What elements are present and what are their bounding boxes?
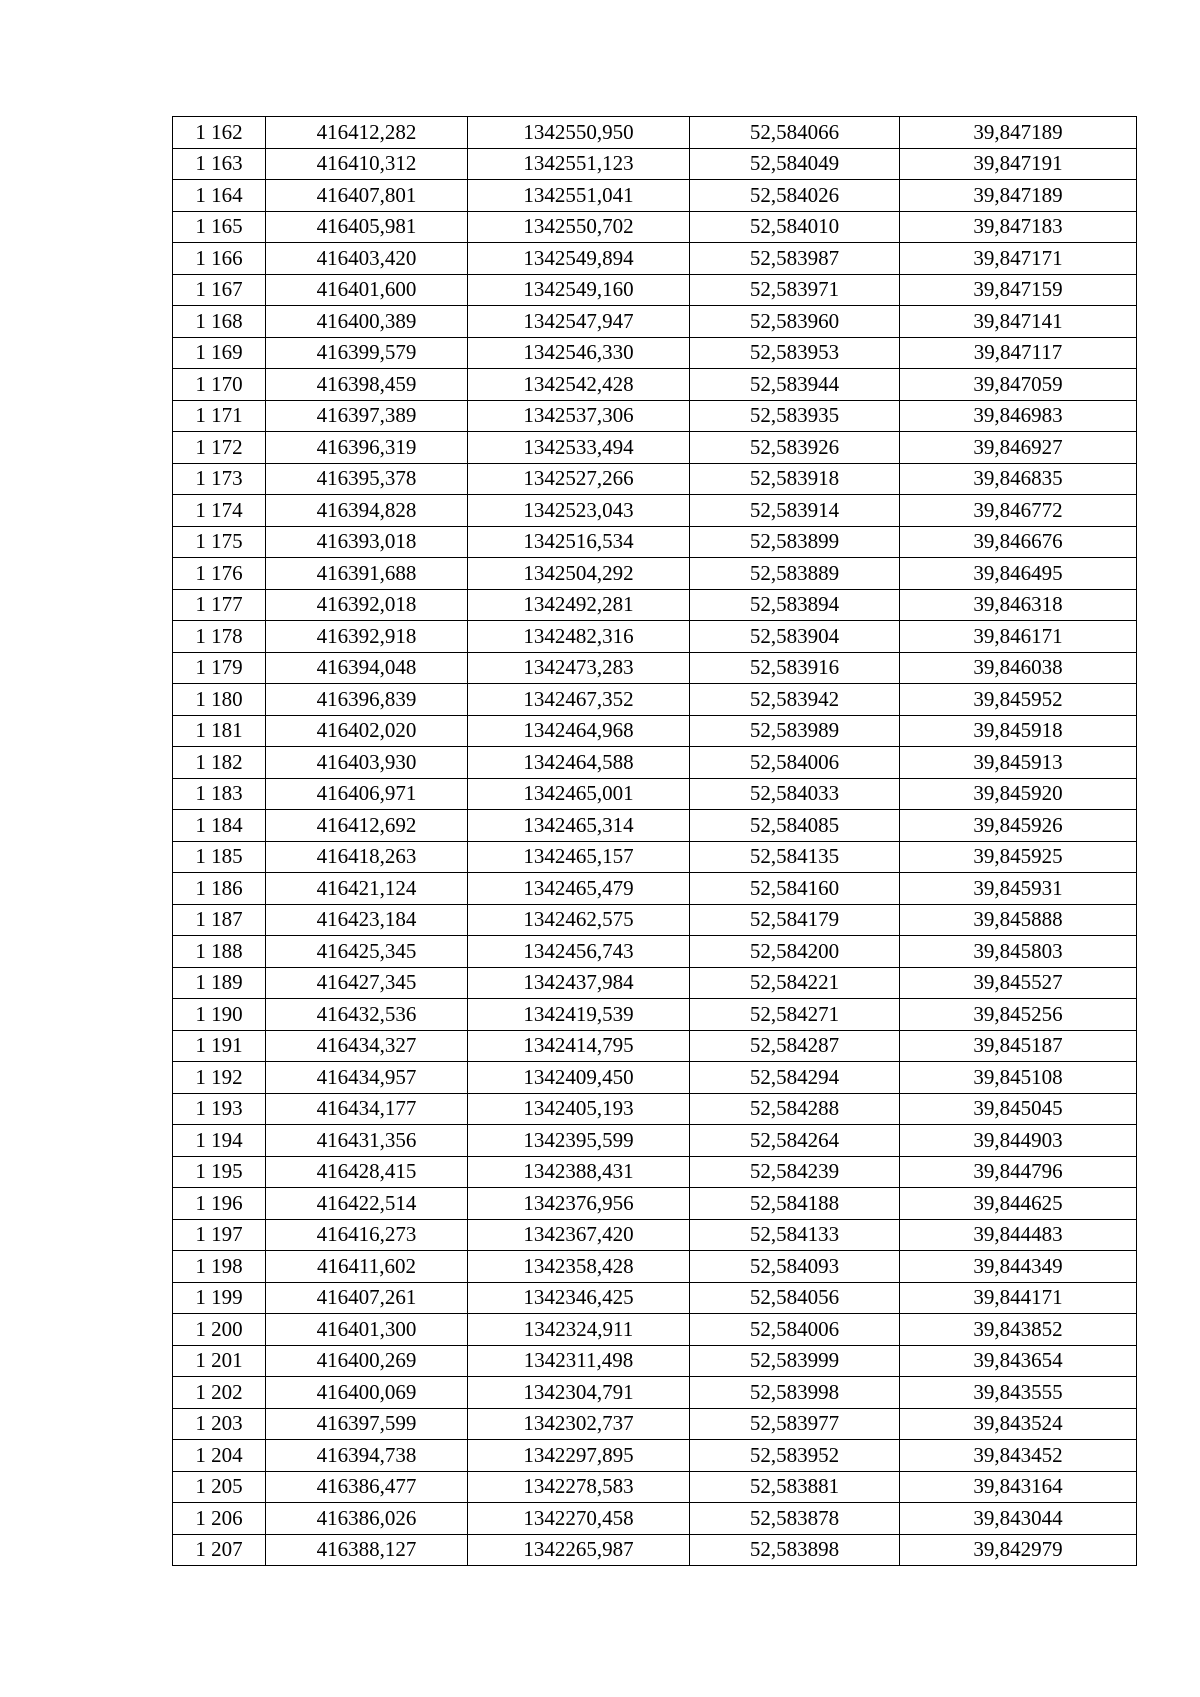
x-coordinate-cell: 416392,018 xyxy=(266,589,468,621)
latitude-cell: 52,584239 xyxy=(690,1156,900,1188)
y-coordinate-cell: 1342467,352 xyxy=(468,684,690,716)
coordinates-table-body xyxy=(173,117,1137,1566)
x-coordinate-cell: 416434,327 xyxy=(266,1030,468,1062)
latitude-cell: 52,583935 xyxy=(690,400,900,432)
y-coordinate-cell: 1342465,479 xyxy=(468,873,690,905)
point-number-cell: 1 165 xyxy=(173,211,266,243)
table-row xyxy=(173,243,1137,275)
x-coordinate-cell: 416428,415 xyxy=(266,1156,468,1188)
latitude-cell: 52,583977 xyxy=(690,1408,900,1440)
y-coordinate-cell: 1342492,281 xyxy=(468,589,690,621)
longitude-cell: 39,842979 xyxy=(900,1534,1137,1566)
y-coordinate-cell: 1342302,737 xyxy=(468,1408,690,1440)
table-row xyxy=(173,1219,1137,1251)
longitude-cell: 39,844483 xyxy=(900,1219,1137,1251)
latitude-cell: 52,583878 xyxy=(690,1503,900,1535)
longitude-cell: 39,844903 xyxy=(900,1125,1137,1157)
latitude-cell: 52,583999 xyxy=(690,1345,900,1377)
longitude-cell: 39,845925 xyxy=(900,841,1137,873)
table-row xyxy=(173,1534,1137,1566)
x-coordinate-cell: 416392,918 xyxy=(266,621,468,653)
longitude-cell: 39,845920 xyxy=(900,778,1137,810)
longitude-cell: 39,844625 xyxy=(900,1188,1137,1220)
point-number-cell: 1 184 xyxy=(173,810,266,842)
point-number-cell: 1 162 xyxy=(173,117,266,149)
latitude-cell: 52,583952 xyxy=(690,1440,900,1472)
longitude-cell: 39,847117 xyxy=(900,337,1137,369)
table-row xyxy=(173,1314,1137,1346)
latitude-cell: 52,583894 xyxy=(690,589,900,621)
y-coordinate-cell: 1342533,494 xyxy=(468,432,690,464)
x-coordinate-cell: 416406,971 xyxy=(266,778,468,810)
y-coordinate-cell: 1342324,911 xyxy=(468,1314,690,1346)
y-coordinate-cell: 1342464,968 xyxy=(468,715,690,747)
longitude-cell: 39,846038 xyxy=(900,652,1137,684)
point-number-cell: 1 171 xyxy=(173,400,266,432)
point-number-cell: 1 175 xyxy=(173,526,266,558)
latitude-cell: 52,583918 xyxy=(690,463,900,495)
point-number-cell: 1 187 xyxy=(173,904,266,936)
table-row xyxy=(173,337,1137,369)
table-row xyxy=(173,778,1137,810)
y-coordinate-cell: 1342388,431 xyxy=(468,1156,690,1188)
x-coordinate-cell: 416410,312 xyxy=(266,148,468,180)
x-coordinate-cell: 416388,127 xyxy=(266,1534,468,1566)
table-row xyxy=(173,274,1137,306)
latitude-cell: 52,584221 xyxy=(690,967,900,999)
x-coordinate-cell: 416411,602 xyxy=(266,1251,468,1283)
latitude-cell: 52,584288 xyxy=(690,1093,900,1125)
point-number-cell: 1 203 xyxy=(173,1408,266,1440)
latitude-cell: 52,584135 xyxy=(690,841,900,873)
point-number-cell: 1 207 xyxy=(173,1534,266,1566)
longitude-cell: 39,847159 xyxy=(900,274,1137,306)
longitude-cell: 39,845913 xyxy=(900,747,1137,779)
table-row xyxy=(173,747,1137,779)
table-row xyxy=(173,463,1137,495)
point-number-cell: 1 186 xyxy=(173,873,266,905)
y-coordinate-cell: 1342542,428 xyxy=(468,369,690,401)
table-row xyxy=(173,1377,1137,1409)
latitude-cell: 52,584271 xyxy=(690,999,900,1031)
y-coordinate-cell: 1342405,193 xyxy=(468,1093,690,1125)
point-number-cell: 1 167 xyxy=(173,274,266,306)
latitude-cell: 52,584160 xyxy=(690,873,900,905)
table-row xyxy=(173,432,1137,464)
y-coordinate-cell: 1342419,539 xyxy=(468,999,690,1031)
latitude-cell: 52,584056 xyxy=(690,1282,900,1314)
x-coordinate-cell: 416421,124 xyxy=(266,873,468,905)
table-row xyxy=(173,1251,1137,1283)
point-number-cell: 1 183 xyxy=(173,778,266,810)
latitude-cell: 52,584006 xyxy=(690,747,900,779)
point-number-cell: 1 172 xyxy=(173,432,266,464)
longitude-cell: 39,845888 xyxy=(900,904,1137,936)
latitude-cell: 52,583889 xyxy=(690,558,900,590)
point-number-cell: 1 200 xyxy=(173,1314,266,1346)
y-coordinate-cell: 1342437,984 xyxy=(468,967,690,999)
point-number-cell: 1 196 xyxy=(173,1188,266,1220)
table-row xyxy=(173,117,1137,149)
point-number-cell: 1 205 xyxy=(173,1471,266,1503)
y-coordinate-cell: 1342265,987 xyxy=(468,1534,690,1566)
point-number-cell: 1 170 xyxy=(173,369,266,401)
y-coordinate-cell: 1342465,001 xyxy=(468,778,690,810)
longitude-cell: 39,845256 xyxy=(900,999,1137,1031)
x-coordinate-cell: 416427,345 xyxy=(266,967,468,999)
latitude-cell: 52,584093 xyxy=(690,1251,900,1283)
table-row xyxy=(173,1503,1137,1535)
x-coordinate-cell: 416432,536 xyxy=(266,999,468,1031)
table-row xyxy=(173,967,1137,999)
table-row xyxy=(173,1093,1137,1125)
x-coordinate-cell: 416401,300 xyxy=(266,1314,468,1346)
y-coordinate-cell: 1342465,157 xyxy=(468,841,690,873)
longitude-cell: 39,843524 xyxy=(900,1408,1137,1440)
point-number-cell: 1 190 xyxy=(173,999,266,1031)
point-number-cell: 1 166 xyxy=(173,243,266,275)
x-coordinate-cell: 416398,459 xyxy=(266,369,468,401)
x-coordinate-cell: 416400,389 xyxy=(266,306,468,338)
latitude-cell: 52,583914 xyxy=(690,495,900,527)
table-row xyxy=(173,1408,1137,1440)
point-number-cell: 1 194 xyxy=(173,1125,266,1157)
table-row xyxy=(173,904,1137,936)
table-row xyxy=(173,810,1137,842)
longitude-cell: 39,845108 xyxy=(900,1062,1137,1094)
table-row xyxy=(173,526,1137,558)
latitude-cell: 52,583960 xyxy=(690,306,900,338)
point-number-cell: 1 181 xyxy=(173,715,266,747)
latitude-cell: 52,584287 xyxy=(690,1030,900,1062)
point-number-cell: 1 180 xyxy=(173,684,266,716)
point-number-cell: 1 191 xyxy=(173,1030,266,1062)
point-number-cell: 1 188 xyxy=(173,936,266,968)
longitude-cell: 39,846495 xyxy=(900,558,1137,590)
point-number-cell: 1 202 xyxy=(173,1377,266,1409)
y-coordinate-cell: 1342482,316 xyxy=(468,621,690,653)
latitude-cell: 52,584049 xyxy=(690,148,900,180)
table-row xyxy=(173,841,1137,873)
table-row xyxy=(173,936,1137,968)
table-row xyxy=(173,1125,1137,1157)
y-coordinate-cell: 1342550,702 xyxy=(468,211,690,243)
latitude-cell: 52,583944 xyxy=(690,369,900,401)
table-row xyxy=(173,621,1137,653)
latitude-cell: 52,583926 xyxy=(690,432,900,464)
x-coordinate-cell: 416401,600 xyxy=(266,274,468,306)
x-coordinate-cell: 416386,026 xyxy=(266,1503,468,1535)
longitude-cell: 39,846772 xyxy=(900,495,1137,527)
point-number-cell: 1 176 xyxy=(173,558,266,590)
x-coordinate-cell: 416423,184 xyxy=(266,904,468,936)
latitude-cell: 52,584006 xyxy=(690,1314,900,1346)
longitude-cell: 39,843164 xyxy=(900,1471,1137,1503)
x-coordinate-cell: 416434,957 xyxy=(266,1062,468,1094)
x-coordinate-cell: 416395,378 xyxy=(266,463,468,495)
table-row xyxy=(173,306,1137,338)
point-number-cell: 1 177 xyxy=(173,589,266,621)
longitude-cell: 39,846983 xyxy=(900,400,1137,432)
x-coordinate-cell: 416386,477 xyxy=(266,1471,468,1503)
longitude-cell: 39,847189 xyxy=(900,180,1137,212)
latitude-cell: 52,583998 xyxy=(690,1377,900,1409)
table-row xyxy=(173,652,1137,684)
point-number-cell: 1 179 xyxy=(173,652,266,684)
x-coordinate-cell: 416391,688 xyxy=(266,558,468,590)
y-coordinate-cell: 1342270,458 xyxy=(468,1503,690,1535)
longitude-cell: 39,843044 xyxy=(900,1503,1137,1535)
longitude-cell: 39,843852 xyxy=(900,1314,1137,1346)
point-number-cell: 1 169 xyxy=(173,337,266,369)
latitude-cell: 52,584133 xyxy=(690,1219,900,1251)
longitude-cell: 39,846676 xyxy=(900,526,1137,558)
y-coordinate-cell: 1342547,947 xyxy=(468,306,690,338)
x-coordinate-cell: 416425,345 xyxy=(266,936,468,968)
latitude-cell: 52,583899 xyxy=(690,526,900,558)
latitude-cell: 52,584294 xyxy=(690,1062,900,1094)
x-coordinate-cell: 416412,282 xyxy=(266,117,468,149)
longitude-cell: 39,845803 xyxy=(900,936,1137,968)
y-coordinate-cell: 1342516,534 xyxy=(468,526,690,558)
latitude-cell: 52,584200 xyxy=(690,936,900,968)
y-coordinate-cell: 1342376,956 xyxy=(468,1188,690,1220)
x-coordinate-cell: 416431,356 xyxy=(266,1125,468,1157)
longitude-cell: 39,845952 xyxy=(900,684,1137,716)
latitude-cell: 52,584264 xyxy=(690,1125,900,1157)
longitude-cell: 39,846927 xyxy=(900,432,1137,464)
y-coordinate-cell: 1342304,791 xyxy=(468,1377,690,1409)
latitude-cell: 52,584033 xyxy=(690,778,900,810)
x-coordinate-cell: 416399,579 xyxy=(266,337,468,369)
longitude-cell: 39,843555 xyxy=(900,1377,1137,1409)
longitude-cell: 39,847191 xyxy=(900,148,1137,180)
point-number-cell: 1 174 xyxy=(173,495,266,527)
x-coordinate-cell: 416403,930 xyxy=(266,747,468,779)
x-coordinate-cell: 416418,263 xyxy=(266,841,468,873)
point-number-cell: 1 201 xyxy=(173,1345,266,1377)
latitude-cell: 52,583904 xyxy=(690,621,900,653)
x-coordinate-cell: 416434,177 xyxy=(266,1093,468,1125)
table-row xyxy=(173,369,1137,401)
latitude-cell: 52,584085 xyxy=(690,810,900,842)
y-coordinate-cell: 1342464,588 xyxy=(468,747,690,779)
table-row xyxy=(173,148,1137,180)
latitude-cell: 52,584026 xyxy=(690,180,900,212)
latitude-cell: 52,583953 xyxy=(690,337,900,369)
y-coordinate-cell: 1342504,292 xyxy=(468,558,690,590)
x-coordinate-cell: 416422,514 xyxy=(266,1188,468,1220)
point-number-cell: 1 173 xyxy=(173,463,266,495)
y-coordinate-cell: 1342551,041 xyxy=(468,180,690,212)
latitude-cell: 52,583987 xyxy=(690,243,900,275)
table-row xyxy=(173,999,1137,1031)
point-number-cell: 1 206 xyxy=(173,1503,266,1535)
y-coordinate-cell: 1342346,425 xyxy=(468,1282,690,1314)
longitude-cell: 39,847171 xyxy=(900,243,1137,275)
table-row xyxy=(173,495,1137,527)
point-number-cell: 1 168 xyxy=(173,306,266,338)
coordinates-table xyxy=(172,116,1137,1566)
y-coordinate-cell: 1342409,450 xyxy=(468,1062,690,1094)
longitude-cell: 39,844171 xyxy=(900,1282,1137,1314)
latitude-cell: 52,583881 xyxy=(690,1471,900,1503)
x-coordinate-cell: 416394,738 xyxy=(266,1440,468,1472)
x-coordinate-cell: 416416,273 xyxy=(266,1219,468,1251)
x-coordinate-cell: 416403,420 xyxy=(266,243,468,275)
longitude-cell: 39,847189 xyxy=(900,117,1137,149)
x-coordinate-cell: 416405,981 xyxy=(266,211,468,243)
x-coordinate-cell: 416402,020 xyxy=(266,715,468,747)
y-coordinate-cell: 1342456,743 xyxy=(468,936,690,968)
x-coordinate-cell: 416407,801 xyxy=(266,180,468,212)
latitude-cell: 52,583971 xyxy=(690,274,900,306)
latitude-cell: 52,584066 xyxy=(690,117,900,149)
y-coordinate-cell: 1342462,575 xyxy=(468,904,690,936)
latitude-cell: 52,584010 xyxy=(690,211,900,243)
table-row xyxy=(173,684,1137,716)
point-number-cell: 1 204 xyxy=(173,1440,266,1472)
table-row xyxy=(173,589,1137,621)
point-number-cell: 1 198 xyxy=(173,1251,266,1283)
table-row xyxy=(173,1030,1137,1062)
y-coordinate-cell: 1342523,043 xyxy=(468,495,690,527)
latitude-cell: 52,583898 xyxy=(690,1534,900,1566)
longitude-cell: 39,845187 xyxy=(900,1030,1137,1062)
point-number-cell: 1 195 xyxy=(173,1156,266,1188)
y-coordinate-cell: 1342311,498 xyxy=(468,1345,690,1377)
longitude-cell: 39,845926 xyxy=(900,810,1137,842)
x-coordinate-cell: 416400,269 xyxy=(266,1345,468,1377)
y-coordinate-cell: 1342550,950 xyxy=(468,117,690,149)
longitude-cell: 39,847183 xyxy=(900,211,1137,243)
y-coordinate-cell: 1342358,428 xyxy=(468,1251,690,1283)
table-row xyxy=(173,1471,1137,1503)
latitude-cell: 52,583916 xyxy=(690,652,900,684)
y-coordinate-cell: 1342414,795 xyxy=(468,1030,690,1062)
point-number-cell: 1 163 xyxy=(173,148,266,180)
latitude-cell: 52,584179 xyxy=(690,904,900,936)
latitude-cell: 52,583989 xyxy=(690,715,900,747)
longitude-cell: 39,846835 xyxy=(900,463,1137,495)
point-number-cell: 1 182 xyxy=(173,747,266,779)
y-coordinate-cell: 1342473,283 xyxy=(468,652,690,684)
y-coordinate-cell: 1342549,160 xyxy=(468,274,690,306)
point-number-cell: 1 197 xyxy=(173,1219,266,1251)
y-coordinate-cell: 1342465,314 xyxy=(468,810,690,842)
point-number-cell: 1 199 xyxy=(173,1282,266,1314)
latitude-cell: 52,583942 xyxy=(690,684,900,716)
point-number-cell: 1 185 xyxy=(173,841,266,873)
longitude-cell: 39,847141 xyxy=(900,306,1137,338)
longitude-cell: 39,843654 xyxy=(900,1345,1137,1377)
longitude-cell: 39,845527 xyxy=(900,967,1137,999)
y-coordinate-cell: 1342278,583 xyxy=(468,1471,690,1503)
longitude-cell: 39,843452 xyxy=(900,1440,1137,1472)
x-coordinate-cell: 416407,261 xyxy=(266,1282,468,1314)
y-coordinate-cell: 1342367,420 xyxy=(468,1219,690,1251)
point-number-cell: 1 193 xyxy=(173,1093,266,1125)
table-row xyxy=(173,400,1137,432)
x-coordinate-cell: 416397,599 xyxy=(266,1408,468,1440)
table-row xyxy=(173,873,1137,905)
table-row xyxy=(173,180,1137,212)
y-coordinate-cell: 1342549,894 xyxy=(468,243,690,275)
point-number-cell: 1 192 xyxy=(173,1062,266,1094)
table-row xyxy=(173,1156,1137,1188)
table-row xyxy=(173,1188,1137,1220)
table-row xyxy=(173,1282,1137,1314)
longitude-cell: 39,846171 xyxy=(900,621,1137,653)
y-coordinate-cell: 1342527,266 xyxy=(468,463,690,495)
point-number-cell: 1 164 xyxy=(173,180,266,212)
point-number-cell: 1 178 xyxy=(173,621,266,653)
table-row xyxy=(173,1062,1137,1094)
point-number-cell: 1 189 xyxy=(173,967,266,999)
table-row xyxy=(173,715,1137,747)
x-coordinate-cell: 416394,828 xyxy=(266,495,468,527)
y-coordinate-cell: 1342297,895 xyxy=(468,1440,690,1472)
longitude-cell: 39,845931 xyxy=(900,873,1137,905)
table-row xyxy=(173,558,1137,590)
table-row xyxy=(173,1440,1137,1472)
longitude-cell: 39,846318 xyxy=(900,589,1137,621)
x-coordinate-cell: 416397,389 xyxy=(266,400,468,432)
x-coordinate-cell: 416394,048 xyxy=(266,652,468,684)
x-coordinate-cell: 416396,319 xyxy=(266,432,468,464)
longitude-cell: 39,845918 xyxy=(900,715,1137,747)
y-coordinate-cell: 1342537,306 xyxy=(468,400,690,432)
longitude-cell: 39,844349 xyxy=(900,1251,1137,1283)
latitude-cell: 52,584188 xyxy=(690,1188,900,1220)
longitude-cell: 39,847059 xyxy=(900,369,1137,401)
longitude-cell: 39,844796 xyxy=(900,1156,1137,1188)
y-coordinate-cell: 1342395,599 xyxy=(468,1125,690,1157)
longitude-cell: 39,845045 xyxy=(900,1093,1137,1125)
x-coordinate-cell: 416412,692 xyxy=(266,810,468,842)
x-coordinate-cell: 416400,069 xyxy=(266,1377,468,1409)
x-coordinate-cell: 416396,839 xyxy=(266,684,468,716)
table-row xyxy=(173,211,1137,243)
x-coordinate-cell: 416393,018 xyxy=(266,526,468,558)
y-coordinate-cell: 1342546,330 xyxy=(468,337,690,369)
table-row xyxy=(173,1345,1137,1377)
y-coordinate-cell: 1342551,123 xyxy=(468,148,690,180)
